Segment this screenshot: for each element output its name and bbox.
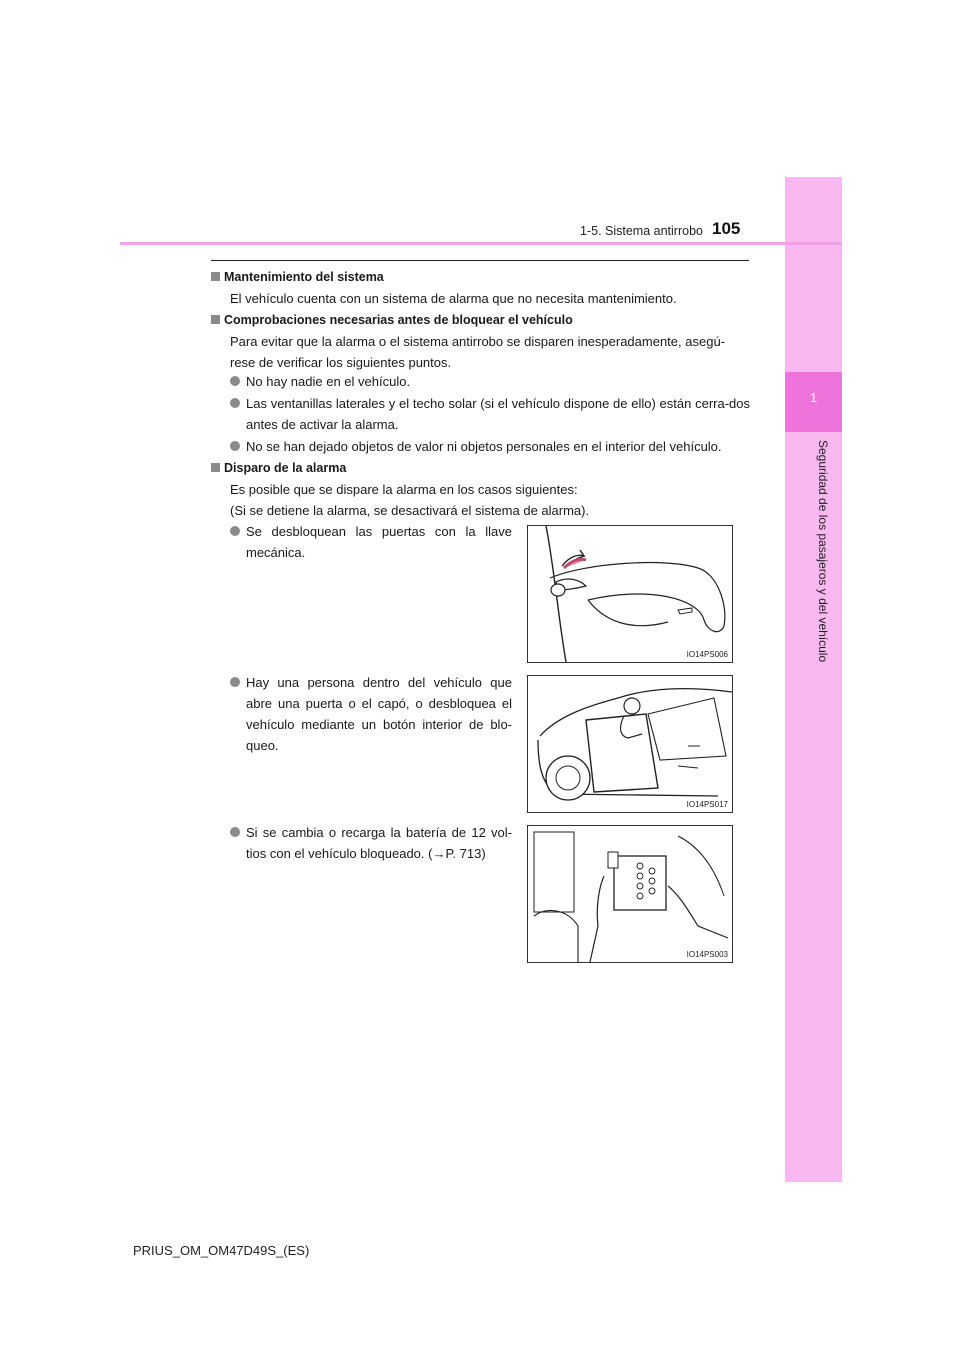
document-footer: PRIUS_OM_OM47D49S_(ES) xyxy=(133,1243,310,1258)
list-item: Hay una persona dentro del vehículo que abre una puerta o el capó, o desbloquea el vehículo mediante un botón interior de blo-queo. xyxy=(230,672,512,756)
vehicle-interior-illustration xyxy=(528,676,732,812)
content-rule xyxy=(211,260,749,261)
figure-id: IO14PS017 xyxy=(686,800,728,809)
header-rule xyxy=(120,242,842,245)
square-bullet-icon xyxy=(211,272,220,281)
section-title: 1-5. Sistema antirrobo xyxy=(580,224,703,238)
round-bullet-icon xyxy=(230,827,240,837)
list-item: No hay nadie en el vehículo. xyxy=(230,371,750,392)
battery-illustration xyxy=(528,826,732,962)
round-bullet-icon xyxy=(230,441,240,451)
square-bullet-icon xyxy=(211,463,220,472)
paragraph-alarm-trigger: Es posible que se dispare la alarma en los casos siguientes: (Si se detiene la alarma, se desactivará el sistema de alarma). xyxy=(230,482,590,518)
heading-maintenance: Mantenimiento del sistema xyxy=(211,270,384,284)
door-handle-illustration xyxy=(528,526,732,662)
round-bullet-icon xyxy=(230,376,240,386)
list-item: Las ventanillas laterales y el techo solar (si el vehículo dispone de ello) están cerra-dos antes de activar la alarma. xyxy=(230,393,750,435)
heading-checks: Comprobaciones necesarias antes de bloquear el vehículo xyxy=(211,313,573,327)
figure-person-inside-vehicle xyxy=(527,675,733,813)
chapter-label: Seguridad de los pasajeros y del vehículo xyxy=(816,440,830,663)
paragraph-checks: Para evitar que la alarma o el sistema antirrobo se disparen inesperadamente, asegú- rese de verificar los siguientes puntos. xyxy=(230,334,725,370)
heading-alarm-trigger: Disparo de la alarma xyxy=(211,461,346,475)
round-bullet-icon xyxy=(230,677,240,687)
figure-id: IO14PS003 xyxy=(686,950,728,959)
list-item: Se desbloquean las puertas con la llave mecánica. xyxy=(230,521,512,563)
paragraph-maintenance: El vehículo cuenta con un sistema de alarma que no necesita mantenimiento. xyxy=(230,291,677,306)
square-bullet-icon xyxy=(211,315,220,324)
chapter-number: 1 xyxy=(809,390,818,405)
figure-battery-replacement xyxy=(527,825,733,963)
page-number: 105 xyxy=(712,219,741,238)
list-item: No se han dejado objetos de valor ni objetos personales en el interior del vehículo. xyxy=(230,436,750,457)
round-bullet-icon xyxy=(230,398,240,408)
list-item: Si se cambia o recarga la batería de 12 vol-tios con el vehículo bloqueado. (→P. 713) xyxy=(230,822,512,864)
round-bullet-icon xyxy=(230,526,240,536)
figure-door-key-unlock xyxy=(527,525,733,663)
figure-id: IO14PS006 xyxy=(686,650,728,659)
